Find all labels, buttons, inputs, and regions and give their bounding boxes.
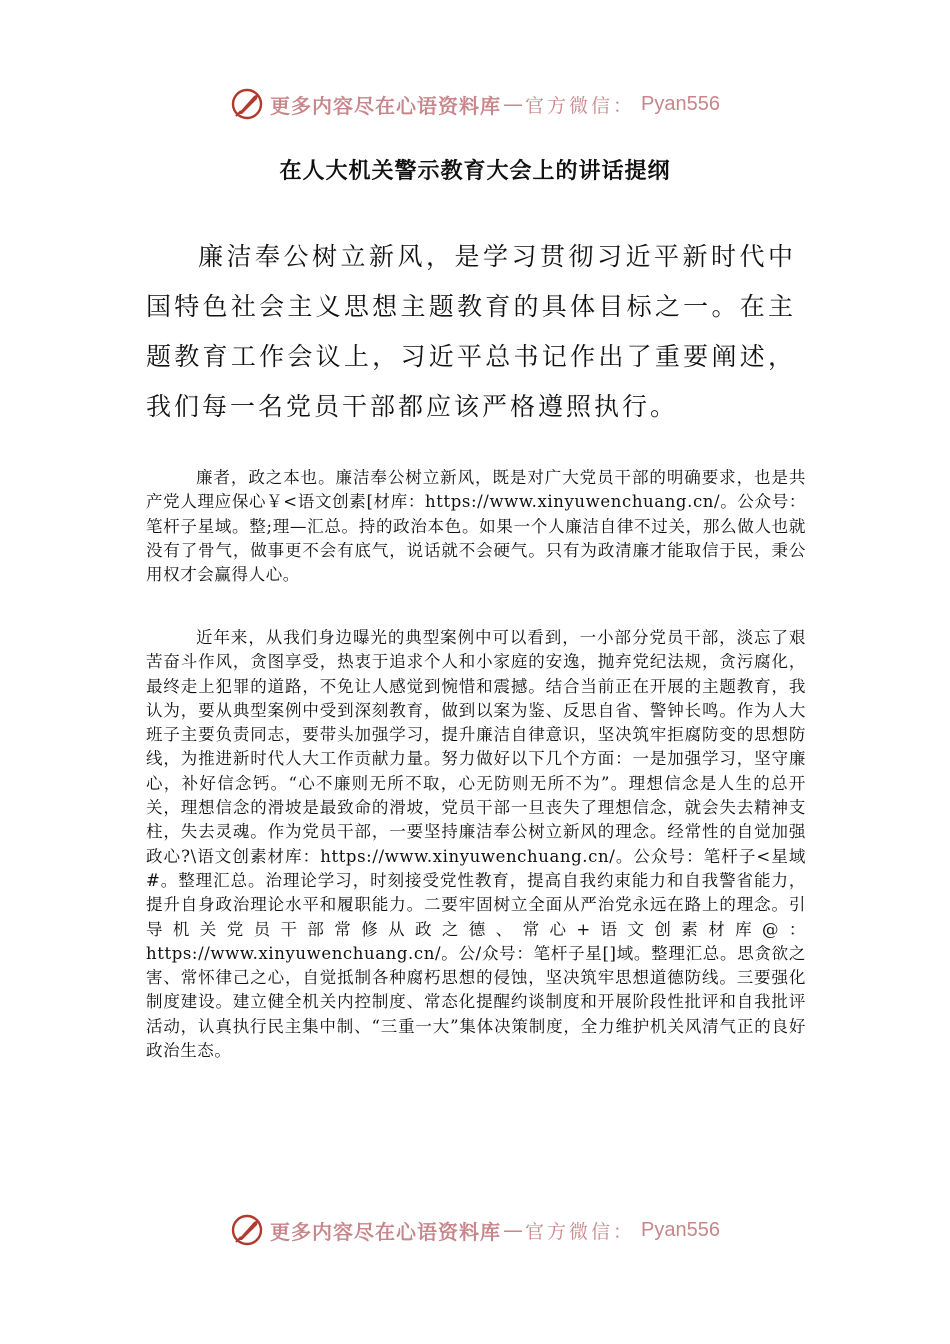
header-contact-id: Pyan556 bbox=[641, 92, 720, 115]
lead-paragraph: 廉洁奉公树立新风，是学习贯彻习近平新时代中国特色社会主义思想主题教育的具体目标之一。在主题教育工作会议上，习近平总书记作出了重要阐述，我们每一名党员干部都应该严格遵照执行。 bbox=[146, 242, 796, 421]
body-paragraph-2: 近年来，从我们身边曝光的典型案例中可以看到，一小部分党员干部，淡忘了艰苦奋斗作风，贪图享受，热衷于追求个人和小家庭的安逸，抛弃党纪法规，贪污腐化，最终走上犯罪的道路，不免让人感觉到惋惜和震撼。结合当前正在开展的主题教育，我认为，要从典型案例中受到深刻教育，做到以案为鉴、反思自省、警钟长鸣。作为人大班子主要负责同志，要带头加强学习，提升廉洁自律意识，坚决筑牢拒腐防变的思想防线，为推进新时代人大工作贡献力量。努力做好以下几个方面：一是加强学习，坚守廉心，补好信念钙。“心不廉则无所不取，心无防则无所不为”。理想信念是人生的总开关，理想信念的滑坡是最致命的滑坡，党员干部一旦丧失了理想信念，就会失去精神支柱，失去灵魂。作为党员干部，一要坚持廉洁奉公树立新风的理念。经常性的自觉加强政心?\语文创素材库：https://www.xinyuwenchuang.cn/。公众号：笔杆子<星域#。整理汇总。治理论学习，时刻接受党性教育，提高自我约束能力和自我警省能力，提升自身政治理论水平和履职能力。二要牢固树立全面从严治党永远在路上的理念。引导机关党员干部常修从政之德、常心+语文创素材库@：https://www.xinyuwenchuang.cn/。公/众号：笔杆子星[]域。整理汇总。思贪欲之害、常怀律己之心，自觉抵制各种腐朽思想的侵蚀，坚决筑牢思想道德防线。三要强化制度建设。建立健全机关内控制度、常态化提醒约谈制度和开展阶段性批评和自我批评活动，认真执行民主集中制、“三重一大”集体决策制度，全力维护机关风清气正的良好政治生态。 bbox=[146, 628, 806, 1061]
header-banner bbox=[0, 84, 950, 124]
quill-logo-icon bbox=[230, 1213, 264, 1247]
header-contact-label: 官方微信： bbox=[525, 94, 636, 117]
footer-separator: — bbox=[503, 1218, 523, 1242]
body-paragraph-1: 廉者，政之本也。廉洁奉公树立新风，既是对广大党员干部的明确要求，也是共产党人理应保心￥<语文创素[材库：https://www.xinyuwenchuang.cn/。公众号：笔杆子星域。整;理—汇总。持的政治本色。如果一个人廉洁自律不过关，那么做人也就没有了骨气，做事更不会有底气，说话就不会硬气。只有为政清廉才能取信于民，秉公用权才会赢得人心。 bbox=[146, 468, 806, 585]
header-separator: — bbox=[503, 92, 523, 116]
footer-contact-id: Pyan556 bbox=[641, 1218, 720, 1241]
quill-logo-icon bbox=[230, 87, 264, 121]
footer-promo-text: 更多内容尽在心语资料库 bbox=[270, 1219, 501, 1244]
footer-banner bbox=[0, 1210, 950, 1250]
document-title: 在人大机关警示教育大会上的讲话提纲 bbox=[279, 158, 671, 184]
footer-contact-label: 官方微信： bbox=[525, 1220, 636, 1243]
header-promo-text: 更多内容尽在心语资料库 bbox=[270, 93, 501, 118]
